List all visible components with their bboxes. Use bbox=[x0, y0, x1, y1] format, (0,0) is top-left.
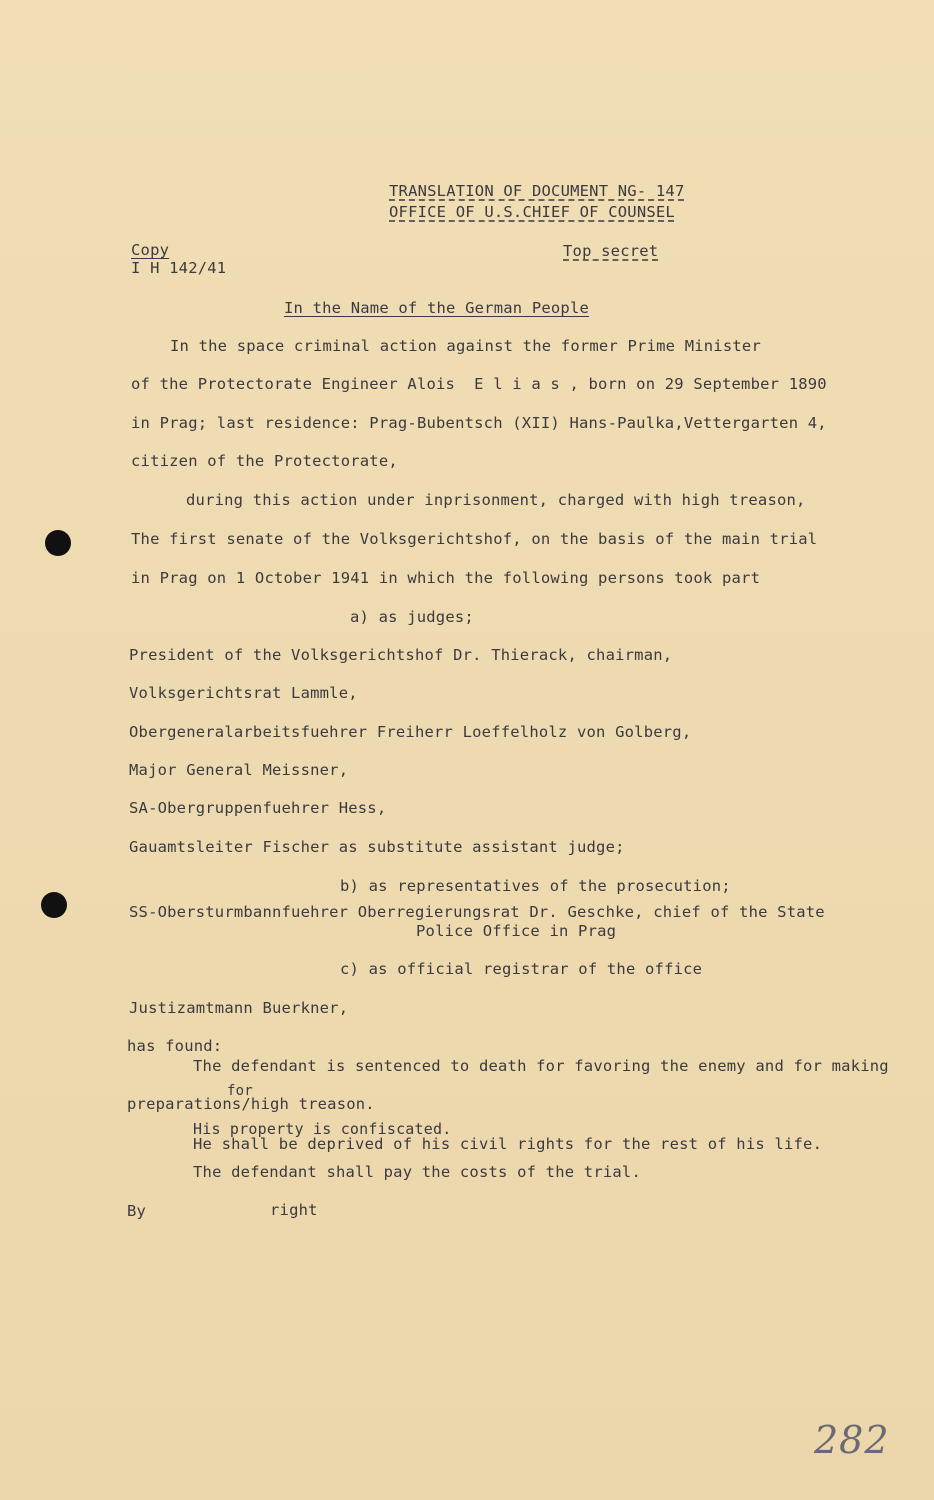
registrar-label: c) as official registrar of the office bbox=[340, 960, 703, 978]
verdict-line: preparations/high treason. bbox=[127, 1095, 375, 1113]
body-line: in Prag on 1 October 1941 in which the following persons took part bbox=[131, 569, 761, 587]
rights-line: He shall be deprived of his civil rights for the rest of his life. bbox=[193, 1135, 823, 1153]
copy-label: Copy bbox=[131, 241, 170, 259]
body-line: In the space criminal action against the former Prime Minister bbox=[170, 337, 761, 355]
body-line: during this action under inprisonment, charged with high treason, bbox=[186, 491, 806, 509]
right-label: right bbox=[270, 1201, 318, 1219]
prosecution-label: b) as representatives of the prosecution; bbox=[340, 877, 731, 895]
punch-hole-top bbox=[45, 530, 71, 556]
header-title: TRANSLATION OF DOCUMENT NG- 147 bbox=[389, 182, 685, 200]
body-line: citizen of the Protectorate, bbox=[131, 452, 398, 470]
judge-entry: President of the Volksgerichtshof Dr. Thierack, chairman, bbox=[129, 646, 673, 664]
judge-entry: Major General Meissner, bbox=[129, 761, 349, 779]
punch-hole-bottom bbox=[41, 892, 67, 918]
registrar-entry: Justizamtmann Buerkner, bbox=[129, 999, 349, 1017]
verdict-line: The defendant is sentenced to death for favoring the enemy and for making bbox=[193, 1057, 889, 1075]
body-line: in Prag; last residence: Prag-Bubentsch (XII) Hans-Paulka,Vettergarten 4, bbox=[131, 414, 827, 432]
prosecution-entry: Police Office in Prag bbox=[416, 922, 617, 940]
judge-entry: Obergeneralarbeitsfuehrer Freiherr Loeffelholz von Golberg, bbox=[129, 723, 692, 741]
judges-label: a) as judges; bbox=[350, 608, 474, 626]
verdict-insert: for bbox=[227, 1083, 253, 1099]
has-found: has found: bbox=[127, 1037, 223, 1055]
body-line: of the Protectorate Engineer Alois E l i a s , born on 29 September 1890 bbox=[131, 375, 827, 393]
judge-entry: Volksgerichtsrat Lammle, bbox=[129, 684, 358, 702]
prosecution-entry: SS-Obersturmbannfuehrer Oberregierungsrat Dr. Geschke, chief of the State bbox=[129, 903, 825, 921]
document-heading: In the Name of the German People bbox=[284, 299, 590, 317]
classification-marking: Top secret bbox=[563, 242, 659, 260]
judge-entry: Gauamtsleiter Fischer as substitute assistant judge; bbox=[129, 838, 625, 856]
header-office: OFFICE OF U.S.CHIEF OF COUNSEL bbox=[389, 203, 675, 221]
file-number: I H 142/41 bbox=[131, 259, 227, 277]
property-line: His property is confiscated. bbox=[193, 1120, 452, 1138]
page-number: 282 bbox=[814, 1418, 890, 1462]
by-label: By bbox=[127, 1202, 147, 1220]
judge-entry: SA-Obergruppenfuehrer Hess, bbox=[129, 799, 387, 817]
costs-line: The defendant shall pay the costs of the trial. bbox=[193, 1163, 641, 1181]
body-line: The first senate of the Volksgerichtshof, on the basis of the main trial bbox=[131, 530, 818, 548]
